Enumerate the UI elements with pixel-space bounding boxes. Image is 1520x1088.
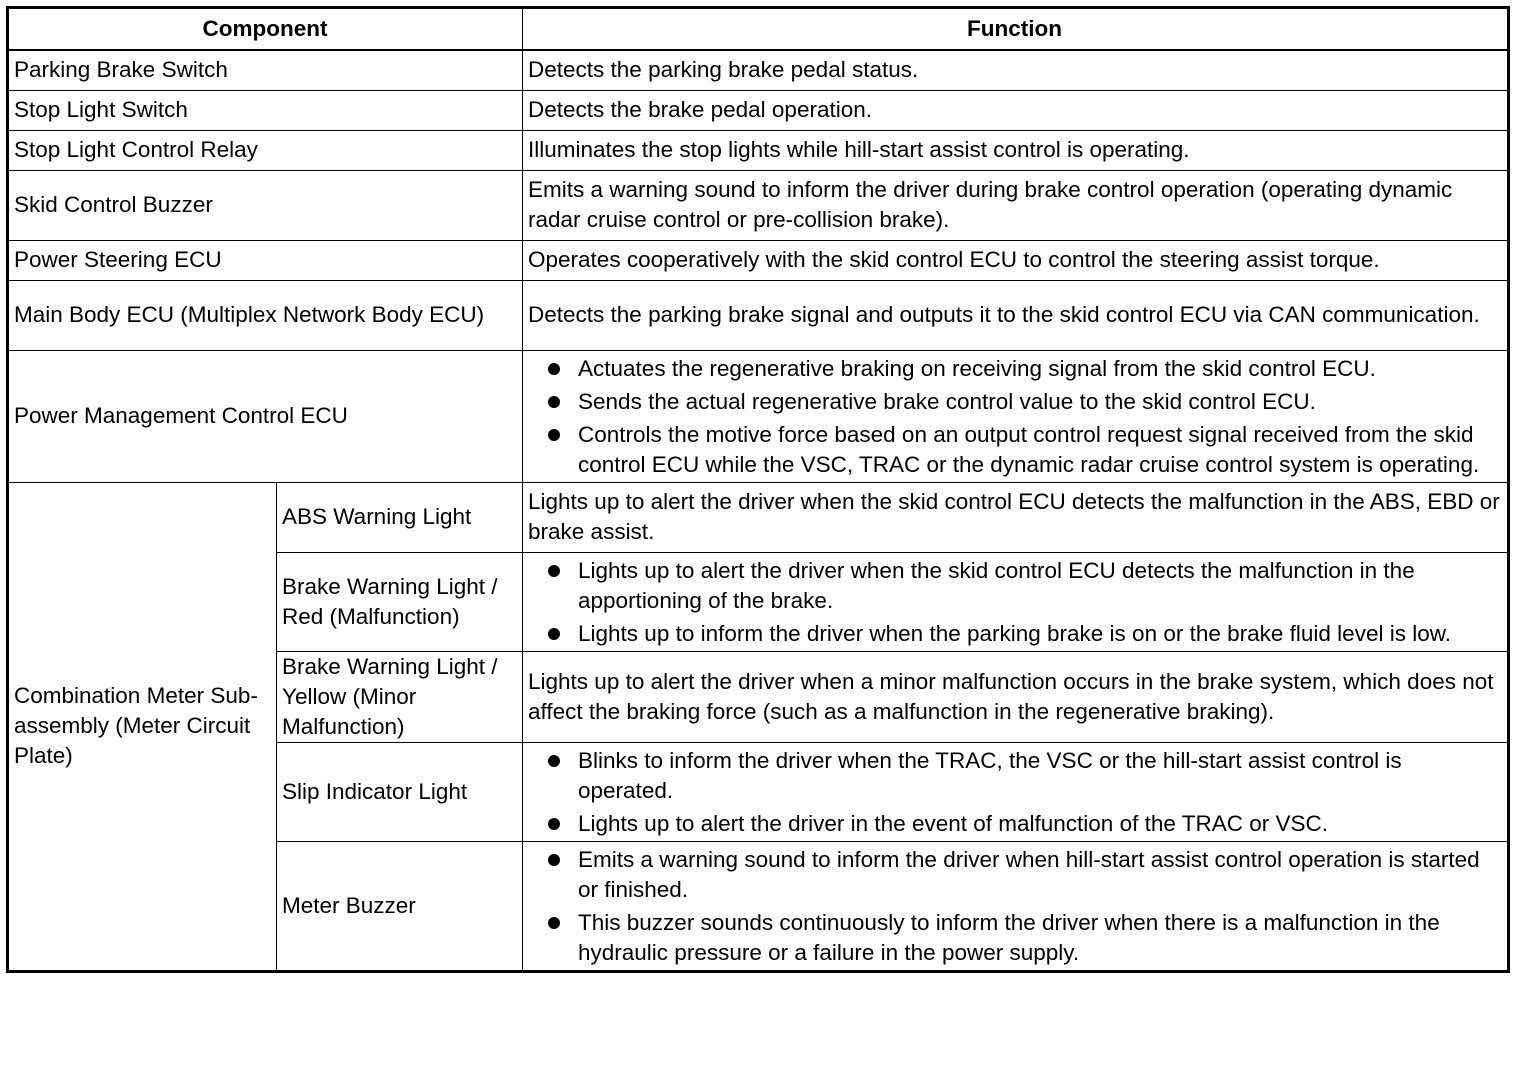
bullet-text: Lights up to inform the driver when the parking brake is on or the brake fluid level is low. [578,620,1451,646]
function-cell: Detects the brake pedal operation. [523,90,1509,130]
function-cell [523,742,1509,841]
bullet-list [528,553,1501,651]
bullet-list [528,351,1501,482]
component-cell: Stop Light Control Relay [8,130,523,170]
bullet-icon [548,565,560,577]
function-cell: Detects the parking brake signal and outputs it to the skid control ECU via CAN communication. [523,280,1509,350]
bullet-icon [548,363,560,375]
list-item [528,746,1501,806]
list-item [528,908,1501,968]
bullet-icon [548,628,560,640]
function-cell: Lights up to alert the driver when a minor malfunction occurs in the brake system, which does not affect the braking force (such as a malfunction in the regenerative braking). [523,651,1509,742]
bullet-list [528,842,1501,970]
bullet-icon [548,429,560,441]
bullet-icon [548,396,560,408]
sub-component-cell: Brake Warning Light / Yellow (Minor Malfunction) [277,651,523,742]
function-cell: Lights up to alert the driver when the skid control ECU detects the malfunction in the ABS, EBD or brake assist. [523,482,1509,552]
function-cell: Detects the parking brake pedal status. [523,50,1509,90]
list-item [528,809,1501,839]
function-cell: Emits a warning sound to inform the driver during brake control operation (operating dynamic radar cruise control or pre-collision brake). [523,170,1509,240]
table-header-row [8,8,1509,51]
table-row [8,90,1509,130]
bullet-text: Lights up to alert the driver in the event of malfunction of the TRAC or VSC. [578,810,1328,836]
component-cell: Skid Control Buzzer [8,170,523,240]
bullet-icon [548,755,560,767]
document-page [6,6,1510,973]
table-row [8,350,1509,482]
component-cell: Stop Light Switch [8,90,523,130]
bullet-text: Lights up to alert the driver when the skid control ECU detects the malfunction in the apportioning of the brake. [578,557,1415,613]
table-row [8,240,1509,280]
table-row [8,50,1509,90]
component-cell: Main Body ECU (Multiplex Network Body ECU) [8,280,523,350]
bullet-icon [548,917,560,929]
list-item [528,387,1501,417]
sub-component-cell: Slip Indicator Light [277,742,523,841]
component-cell: Parking Brake Switch [8,50,523,90]
bullet-list [528,743,1501,841]
table-row [8,280,1509,350]
bullet-text: Blinks to inform the driver when the TRAC, the VSC or the hill-start assist control is operated. [578,747,1402,803]
function-cell: Illuminates the stop lights while hill-start assist control is operating. [523,130,1509,170]
header-component: Component [8,8,523,51]
list-item [528,354,1501,384]
meter-component-cell: Combination Meter Sub-assembly (Meter Circuit Plate) [8,482,277,971]
bullet-text: This buzzer sounds continuously to inform the driver when there is a malfunction in the hydraulic pressure or a failure in the power supply. [578,909,1440,965]
component-cell: Power Management Control ECU [8,350,523,482]
bullet-text: Controls the motive force based on an output control request signal received from the skid control ECU while the VSC, TRAC or the dynamic radar cruise control system is operating. [578,421,1480,477]
sub-component-cell: ABS Warning Light [277,482,523,552]
table-row [8,170,1509,240]
component-cell: Power Steering ECU [8,240,523,280]
header-function: Function [523,8,1509,51]
bullet-text: Emits a warning sound to inform the driver when hill-start assist control operation is started or finished. [578,846,1480,902]
list-item [528,420,1501,480]
list-item [528,619,1501,649]
table-row [8,130,1509,170]
list-item [528,845,1501,905]
function-cell: Operates cooperatively with the skid control ECU to control the steering assist torque. [523,240,1509,280]
function-cell [523,841,1509,971]
list-item [528,556,1501,616]
sub-component-cell: Brake Warning Light / Red (Malfunction) [277,552,523,651]
bullet-text: Actuates the regenerative braking on receiving signal from the skid control ECU. [578,355,1376,381]
bullet-icon [548,818,560,830]
bullet-text: Sends the actual regenerative brake control value to the skid control ECU. [578,388,1316,414]
function-cell [523,552,1509,651]
component-function-table [6,6,1510,973]
bullet-icon [548,854,560,866]
sub-component-cell: Meter Buzzer [277,841,523,971]
table-row [8,482,1509,552]
function-cell [523,350,1509,482]
